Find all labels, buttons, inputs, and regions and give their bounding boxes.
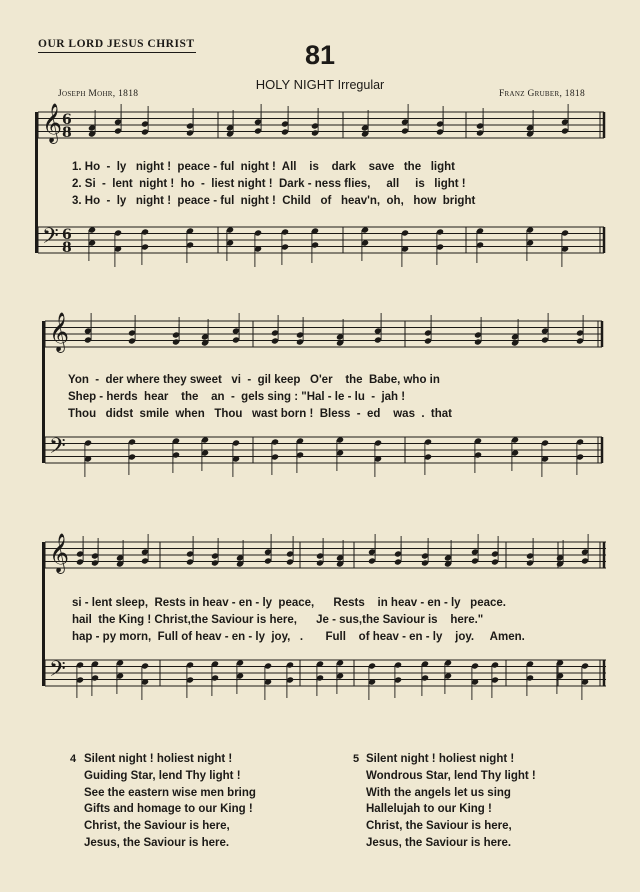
lyric-s2-v2: Shep - herds hear the an - gels sing : "Hal - le - lu - jah ! [68,391,406,403]
hymn-title: HOLY NIGHT [255,77,335,92]
lyric-s1-v2: 2. Si - lent night ! ho - liest night ! Dark - ness flies, all is light ! [72,178,466,190]
verse-line: Silent night ! holiest night ! [84,753,233,765]
author-credit: Joseph Mohr, 1818 [58,89,139,99]
hymn-number: 81 [304,40,336,70]
treble-clef-icon: 𝄞 [49,533,70,573]
verse-line: With the angels let us sing [366,786,511,799]
verse-line: See the eastern wise men bring [84,786,256,799]
composer-credit: Franz Gruber, 1818 [498,89,585,99]
hymn-meter: Irregular [337,78,385,92]
lyric-s3-v2: hail the King ! Christ,the Saviour is here, Je - sus,the Saviour is here." [72,614,484,626]
lyric-s3-v1: si - lent sleep, Rests in heav - en - ly peace, Rests in heav - en - ly peace. [72,597,506,609]
treble-clef-icon: 𝄞 [42,103,63,143]
time-signature-top: 6 [62,112,72,128]
verse-line: Jesus, the Saviour is here. [84,836,230,849]
bass-clef-icon: 𝄢 [49,657,66,687]
lyric-s1-v3: 3. Ho - ly night ! peace - ful night ! Child of heav'n, oh, how bright [72,195,476,207]
bass-clef-icon: 𝄢 [42,224,59,254]
lyric-s3-v3: hap - py morn, Full of heav - en - ly joy, . Full of heav - en - ly joy. Amen. [72,631,525,643]
verse-line: Silent night ! holiest night ! [366,753,515,765]
verse-4 [84,751,256,852]
verse-5 [366,751,536,852]
lyric-s2-v1: Yon - der where they sweet vi - gil keep O'er the Babe, who in [68,374,440,386]
time-signature-bottom: 8 [62,240,72,256]
verse-line: Guiding Star, lend Thy light ! [84,769,241,782]
verse-5-number: 5 [353,753,360,765]
lyric-s2-v3: Thou didst smile when Thou wast born ! Bless - ed was . that [68,408,453,420]
lyric-s1-v1: 1. Ho - ly night ! peace - ful night ! All is dark save the light [72,161,455,173]
verse-line: Hallelujah to our King ! [366,803,492,816]
verse-line: Christ, the Saviour is here, [84,820,230,833]
verse-line: Gifts and homage to our King ! [84,803,253,816]
treble-clef-icon: 𝄞 [49,312,70,352]
verse-line: Wondrous Star, lend Thy light ! [366,769,536,782]
verse-line: Christ, the Saviour is here, [366,820,512,833]
section-heading: OUR LORD JESUS CHRIST [38,38,195,50]
verse-4-number: 4 [70,753,77,765]
bass-clef-icon: 𝄢 [49,434,66,464]
verse-line: Jesus, the Saviour is here. [366,836,512,849]
time-signature-bottom: 8 [62,125,72,141]
time-signature-top: 6 [62,227,72,243]
